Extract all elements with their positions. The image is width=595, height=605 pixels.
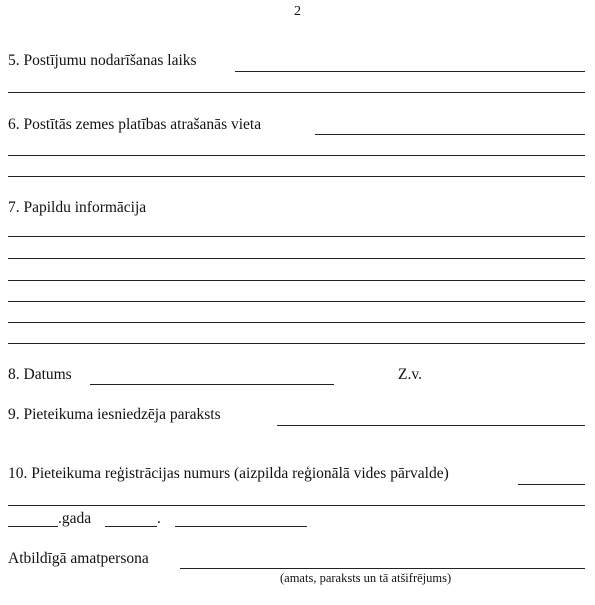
dot-text: . <box>157 510 161 527</box>
section-9-label: 9. Pieteikuma iesniedzēja paraksts <box>8 406 221 423</box>
section-6-label: 6. Postītās zemes platības atrašanās vieta <box>8 116 262 133</box>
registration-number-field[interactable] <box>518 484 585 485</box>
section-7-line-4[interactable] <box>8 301 585 302</box>
seal-marker: Z.v. <box>398 366 422 383</box>
signature-field[interactable] <box>277 425 585 426</box>
section-10-label: 10. Pieteikuma reģistrācijas numurs (aizpilda reģionālā vides pārvalde) <box>8 465 449 482</box>
gada-text: .gada <box>58 510 92 527</box>
year-field[interactable] <box>8 526 58 527</box>
official-field[interactable] <box>180 568 585 569</box>
day-field[interactable] <box>105 526 157 527</box>
section-10-extra-line[interactable] <box>8 505 585 506</box>
section-7-label: 7. Papildu informācija <box>8 199 147 216</box>
section-5-field[interactable] <box>235 71 585 72</box>
section-8-label: 8. Datums <box>8 366 72 383</box>
month-field[interactable] <box>175 526 307 527</box>
page-number: 2 <box>294 4 301 19</box>
section-5-extra-line[interactable] <box>8 92 585 93</box>
section-7-line-2[interactable] <box>8 258 585 259</box>
date-field[interactable] <box>90 384 334 385</box>
section-7-line-1[interactable] <box>8 236 585 237</box>
section-6-extra-line-2[interactable] <box>8 176 585 177</box>
official-caption: (amats, paraksts un tā atšifrējums) <box>280 571 452 585</box>
section-6-extra-line-1[interactable] <box>8 155 585 156</box>
section-6-field[interactable] <box>315 134 585 135</box>
official-label: Atbildīgā amatpersona <box>8 550 149 567</box>
section-7-line-5[interactable] <box>8 322 585 323</box>
section-5-label: 5. Postījumu nodarīšanas laiks <box>8 52 197 69</box>
section-7-line-6[interactable] <box>8 343 585 344</box>
section-7-line-3[interactable] <box>8 280 585 281</box>
